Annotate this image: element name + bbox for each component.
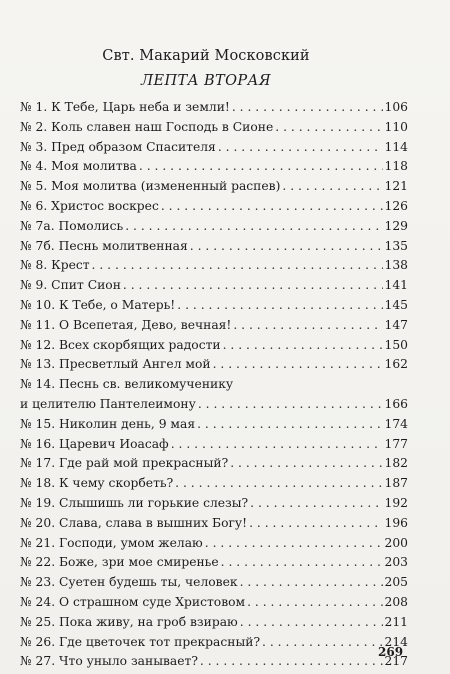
toc-entry-page: 110 bbox=[384, 119, 408, 134]
toc-entry bbox=[20, 217, 408, 237]
dot-leader bbox=[123, 276, 383, 296]
toc-entry bbox=[20, 435, 408, 455]
toc-entry bbox=[20, 256, 408, 276]
toc-entry-title: № 24. О страшном суде Христовом bbox=[20, 594, 246, 609]
toc-entry-title: № 18. К чему скорбеть? bbox=[20, 476, 174, 491]
toc-entry-page: 217 bbox=[384, 654, 408, 669]
toc-entry bbox=[20, 593, 408, 613]
toc-entry-page: 174 bbox=[384, 416, 408, 431]
toc-entry-page: 196 bbox=[384, 515, 408, 530]
toc-entry-title: № 23. Суетен будешь ты, человек bbox=[20, 575, 238, 590]
toc-entry-title: № 1. К Тебе, Царь неба и земли! bbox=[20, 100, 230, 114]
dot-leader bbox=[221, 553, 383, 573]
toc-entry bbox=[20, 534, 408, 554]
toc-entry-page: 118 bbox=[384, 159, 408, 174]
toc-entry-title: № 17. Где рай мой прекрасный? bbox=[20, 456, 229, 471]
toc-entry bbox=[20, 237, 408, 257]
author-heading: Свт. Макарий Московский bbox=[102, 48, 310, 64]
toc-entry-title: № 20. Слава, слава в вышних Богу! bbox=[20, 515, 248, 530]
toc-entry-title: № 14. Песнь св. великомученику bbox=[20, 377, 234, 392]
toc-entry-title: № 3. Пред образом Спасителя bbox=[20, 139, 216, 154]
dot-leader bbox=[139, 157, 383, 177]
toc-entry bbox=[20, 296, 408, 316]
toc-entry-page: 129 bbox=[384, 218, 408, 233]
toc-entry-title: № 13. Пресветлый Ангел мой bbox=[20, 357, 211, 372]
toc-entry bbox=[20, 157, 408, 177]
toc-entry-title: № 25. Пока живу, на гроб взираю bbox=[20, 614, 238, 629]
toc-entry-page: 208 bbox=[384, 594, 408, 609]
toc-entry-page: 147 bbox=[384, 317, 408, 332]
dot-leader bbox=[218, 138, 383, 158]
toc-entry bbox=[20, 514, 408, 534]
toc-entry bbox=[20, 197, 408, 217]
toc-entry-page: 203 bbox=[384, 555, 408, 570]
toc-entry bbox=[20, 98, 408, 118]
dot-leader bbox=[223, 336, 383, 356]
dot-leader bbox=[190, 237, 383, 257]
dot-leader bbox=[230, 454, 382, 474]
toc-entry bbox=[20, 138, 408, 158]
toc-entry bbox=[20, 573, 408, 593]
toc-entry bbox=[20, 613, 408, 633]
toc-entry-title: № 9. Спит Сион bbox=[20, 278, 121, 293]
toc-entry-title: № 22. Боже, зри мое смиренье bbox=[20, 555, 219, 570]
dot-leader bbox=[198, 395, 383, 415]
toc-entry-page: 126 bbox=[384, 198, 408, 213]
dot-leader bbox=[250, 494, 382, 514]
toc-entry-title: № 16. Царевич Иоасаф bbox=[20, 436, 169, 451]
dot-leader bbox=[262, 633, 382, 653]
toc-entry-title: № 7б. Песнь молитвенная bbox=[20, 238, 188, 253]
toc-entry-page: 114 bbox=[384, 139, 408, 154]
toc-entry-title: № 27. Что уныло занывает? bbox=[20, 654, 198, 669]
toc-entry bbox=[20, 355, 408, 375]
toc-entry-page: 141 bbox=[384, 278, 408, 293]
dot-leader bbox=[233, 316, 382, 336]
toc-entry bbox=[20, 375, 408, 395]
toc-entry bbox=[20, 395, 408, 415]
dot-leader bbox=[249, 514, 382, 534]
toc-entry-title: № 12. Всех скорбящих радости bbox=[20, 337, 221, 352]
toc-entry bbox=[20, 633, 408, 653]
toc-entry-page: 106 bbox=[384, 100, 408, 114]
toc-entry-page: 145 bbox=[384, 297, 408, 312]
page-number: 269 bbox=[378, 645, 404, 659]
section-title: ЛЕПТА ВТОРАЯ bbox=[140, 73, 272, 89]
toc-entry-title: и целителю Пантелеимону bbox=[20, 396, 196, 411]
toc-entry-title: № 15. Николин день, 9 мая bbox=[20, 416, 196, 431]
dot-leader bbox=[240, 573, 383, 593]
toc-entry bbox=[20, 494, 408, 514]
toc-entry bbox=[20, 454, 408, 474]
dot-leader bbox=[197, 415, 382, 435]
toc-entry-title: № 10. К Тебе, о Матерь! bbox=[20, 297, 176, 312]
toc-entry-title: № 26. Где цветочек тот прекрасный? bbox=[20, 634, 261, 649]
toc-entry-page: 166 bbox=[384, 396, 408, 411]
toc-entry-page: 138 bbox=[384, 258, 408, 273]
toc-entry-title: № 19. Слышишь ли горькие слезы? bbox=[20, 495, 249, 510]
dot-leader bbox=[92, 256, 383, 276]
toc-entry-title: № 21. Господи, умом желаю bbox=[20, 535, 203, 550]
dot-leader bbox=[275, 118, 382, 138]
toc-entry-page: 192 bbox=[384, 495, 408, 510]
toc-entry-page: 182 bbox=[384, 456, 408, 471]
toc-entry-title: № 7а. Помолись bbox=[20, 218, 124, 233]
dot-leader bbox=[282, 177, 382, 197]
dot-leader bbox=[175, 474, 382, 494]
toc-entry-title: № 6. Христос воскрес bbox=[20, 198, 159, 213]
dot-leader bbox=[161, 197, 383, 217]
toc-entry-page: 121 bbox=[384, 179, 408, 194]
toc-entry-title: № 5. Моя молитва (измененный распев) bbox=[20, 179, 281, 194]
toc-entry-page: 150 bbox=[384, 337, 408, 352]
toc-entry-title: № 4. Моя молитва bbox=[20, 159, 137, 174]
dot-leader bbox=[213, 355, 383, 375]
dot-leader bbox=[200, 652, 383, 672]
dot-leader bbox=[177, 296, 382, 316]
toc-entry-page: 205 bbox=[384, 575, 408, 590]
toc-entry-page: 200 bbox=[384, 535, 408, 550]
toc-entry-title: № 11. О Всепетая, Дево, вечная! bbox=[20, 317, 232, 332]
toc-entry bbox=[20, 336, 408, 356]
toc-entry bbox=[20, 316, 408, 336]
dot-leader bbox=[240, 613, 383, 633]
toc-entry bbox=[20, 118, 408, 138]
toc-entry-page: 214 bbox=[384, 634, 408, 649]
dot-leader bbox=[205, 534, 383, 554]
dot-leader bbox=[125, 217, 382, 237]
toc-entry-title: № 2. Коль славен наш Господь в Сионе bbox=[20, 119, 274, 134]
dot-leader bbox=[232, 98, 383, 118]
toc-entry bbox=[20, 177, 408, 197]
toc-entry-page: 135 bbox=[384, 238, 408, 253]
toc-entry bbox=[20, 276, 408, 296]
table-of-contents bbox=[20, 98, 408, 672]
toc-entry-title: № 8. Крест bbox=[20, 258, 90, 273]
toc-entry-page: 177 bbox=[384, 436, 408, 451]
toc-entry-page: 211 bbox=[384, 614, 408, 629]
toc-entry bbox=[20, 415, 408, 435]
toc-entry-page: 162 bbox=[384, 357, 408, 372]
toc-entry bbox=[20, 652, 408, 672]
dot-leader bbox=[247, 593, 382, 613]
dot-leader bbox=[171, 435, 383, 455]
toc-entry bbox=[20, 474, 408, 494]
toc-entry-page: 187 bbox=[384, 476, 408, 491]
toc-entry bbox=[20, 553, 408, 573]
